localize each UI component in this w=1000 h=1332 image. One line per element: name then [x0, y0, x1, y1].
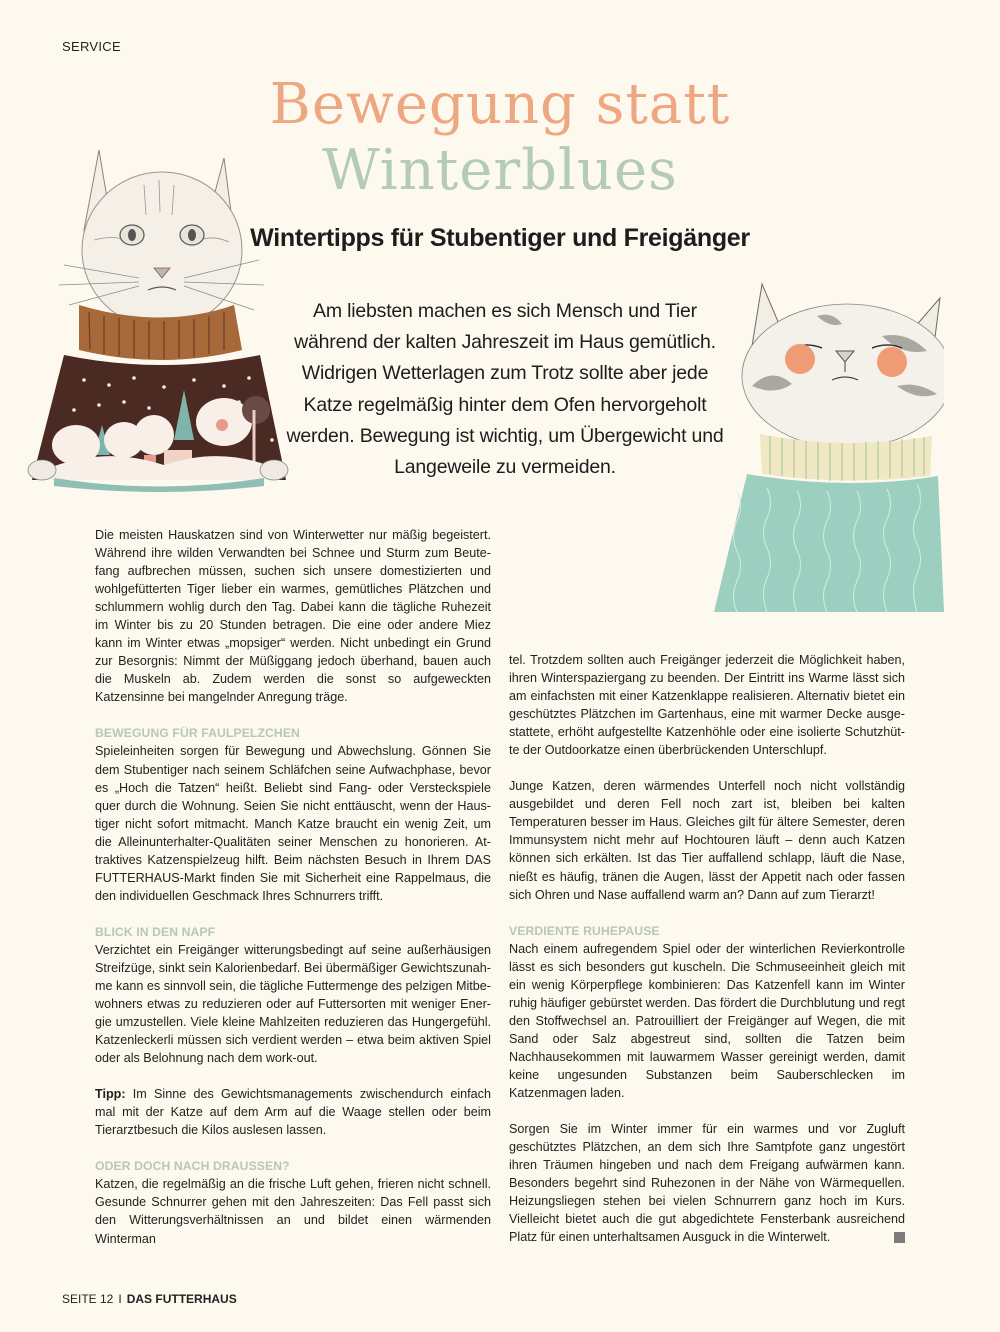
section-heading-ruhepause: VERDIENTE RUHEPAUSE — [509, 923, 660, 938]
tip-label: Tipp: — [95, 1087, 126, 1102]
headline-line-2: Winterblues — [322, 138, 678, 203]
section-body-draussen-part2: tel. Trotzdem sollten auch Freigänger jederzeit die Möglichkeit haben, ihren Winterspaziergang zu beenden. Der Eintritt ins Warme lässt sich am einfachsten mit einer Katzenklappe realisieren. Alternativ bietet ein geschütztes Plätzchen im Gartenhaus, eine mit warmer Decke ausgestattete, erhöht aufgestellte Katzenhöhle oder eine isolierte Schutzhütte der Outdoorkatze einen überbrückenden Unterschlupf. — [509, 653, 905, 758]
section-heading-draussen: ODER DOCH NACH DRAUSSEN? — [95, 1159, 290, 1174]
tip-text: Im Sinne des Gewichtsmanagements zwischendurch einfach mal mit der Katze auf dem Arm auf die Waage stellen oder beim Tierarztbesuch die Kilos auslesen lassen. — [95, 1087, 491, 1138]
section-heading-bewegung: BEWEGUNG FÜR FAULPELZCHEN — [95, 726, 300, 741]
page-footer — [62, 1292, 237, 1306]
closing-paragraph — [509, 1120, 905, 1246]
headline-line-1: Bewegung statt — [269, 72, 731, 137]
closing-text: Sorgen Sie im Winter immer für ein warmes und vor Zugluft geschütztes Plätzchen, an dem sich Ihre Samtpfote ganz ungestört ihren Träumen hingeben und nach dem Freigang aufwärmen kann. Besonders begehrt sind Ruhezonen in der Nähe von Wärmequellen. Heizungsliegen stehen bei vielen Schnurrern ganz hoch im Kurs. Vielleicht bietet auch die gut abgedichtete Fensterbank ausreichend Platz für einen unterhaltsamen Ausguck in die Winterwelt. — [509, 1122, 905, 1245]
section-body-bewegung: Spieleinheiten sorgen für Bewegung und Abwechslung. Gönnen Sie dem Stubentiger nach seinem Schläfchen seine Aufwachphase, bevor es „Hoch die Tatzen“ heißt. Beliebt sind Fang- oder Versteckspiele quer durch die Wohnung. Seien Sie nicht enttäuscht, wenn der Haustiger nicht sofort mitmacht. Manch Katze braucht ein wenig Zeit, um die Alleinunterhalter-Qualitäten seiner Menschen zu honorieren. Attraktives Katzenspielzeug hilft. Beim nächsten Besuch in Ihrem DAS FUTTERHAUS-Markt finden Sie mit Sicherheit eine Rappelmaus, die den individuellen Geschmack Ihres Schnurrers trifft. — [95, 744, 491, 903]
intro-paragraph: Die meisten Hauskatzen sind von Winterwetter nur mäßig begeistert. Während ihre wilden Verwandten bei Schnee und Sturm zum Beutefang aufbrechen müssen, suchen sich unsere domestizierten und wohlgefütterten Tiger lieber ein warmes, gemütliches Plätzchen und schlummern wohlig durch den Tag. Dabei kann die tägliche Ruhezeit im Winter bis zu 20 Stunden betragen. Die eine oder andere Miez kann im Winter etwas „mopsiger“ werden. Nicht unbedingt ein Grund zur Besorgnis: Nimmt der Müßiggang jedoch überhand, bauen auch die Muskeln ab. Zudem werden die sonst so aufgeweckten Katzensinne bei mangelnder Anregung träge. — [95, 528, 491, 705]
section-body-ruhepause: Nach einem aufregendem Spiel oder der winterlichen Revierkontrolle lässt es sich besonders gut kuscheln. Die Schmuseeinheit gleich mit ein wenig Körperpflege kombinieren: Das Katzenfell kann im Winter ruhig häufiger gebürstet werden. Das fördert die Durchblutung und regt den Stoffwechsel an. Patrouilliert der Freigänger auf Wegen, die mit Sand oder Salz abgestreut sind, sollten die Tatzen beim Nachhausekommen mit lauwarmem Wasser gereinigt werden, damit keine ungesunden Substanzen beim Sauberschlecken im Katzenmagen laden. — [509, 941, 905, 1100]
article-column-left — [95, 526, 491, 1266]
page-number: SEITE 12 — [62, 1292, 114, 1306]
end-of-article-square-icon — [894, 1232, 905, 1243]
subtitle: Wintertipps für Stubentiger und Freigänger — [250, 224, 750, 252]
article-column-right — [509, 651, 905, 1264]
brand-name: DAS FUTTERHAUS — [126, 1292, 237, 1306]
section-body-draussen-part3: Junge Katzen, deren wärmendes Unterfell noch nicht vollständig ausgebildet und deren Fell noch zart ist, bleiben bei kalten Temperaturen besser im Haus. Gleiches gilt für ältere Semester, deren Immunsystem nicht mehr auf Hochtouren läuft – denn auch Katzen können sich erkälten. Ist das Tier auffallend schlapp, läuft die Nase, nießt es häufig, tränen die Augen, lässt der Appetit nach oder fassen sich Ohren und Nase auffallend warm an? Dann auf zum Tierarzt! — [509, 779, 905, 902]
lead-paragraph: Am liebsten machen es sich Mensch und Tier während der kalten Jahreszeit im Haus gemütlich. Widrigen Wetterlagen zum Trotz sollte aber jede Katze regelmäßig hinter dem Ofen hervorgeholt werden. Bewegung ist wichtig, um Übergewicht und Langeweile zu vermeiden. — [286, 300, 724, 479]
section-body-draussen-part1: Katzen, die regelmäßig an die frische Luft gehen, frieren nicht schnell. Gesunde Schnurrer gehen mit den Jahreszeiten: Das Fell passt sich den Witterungsverhältnissen an und bildet einen wärmenden Winterman — [95, 1177, 491, 1246]
section-heading-napf: BLICK IN DEN NAPF — [95, 924, 216, 939]
footer-separator: I — [118, 1292, 122, 1306]
section-body-napf: Verzichtet ein Freigänger witterungsbedingt auf seine außerhäusigen Streifzüge, sinkt sein Kalorienbedarf. Bei übermäßiger Gewichtszunahme kann es sinnvoll sein, die tägliche Futtermenge des pelzigen Mitbewohners etwas zu reduzieren oder auf Futtersorten mit weniger Energie umzustellen. Viele kleine Mahlzeiten reduzieren das Hungergefühl. Katzenleckerli müssen sich verdient werden – etwa beim aktiven Spiel oder als Belohnung nach dem work-out. — [95, 942, 491, 1066]
section-label: SERVICE — [62, 39, 121, 54]
tip-paragraph — [95, 1085, 491, 1139]
cat-sweater-illustration-right — [712, 276, 944, 612]
cat-sweater-illustration-left — [24, 140, 290, 492]
